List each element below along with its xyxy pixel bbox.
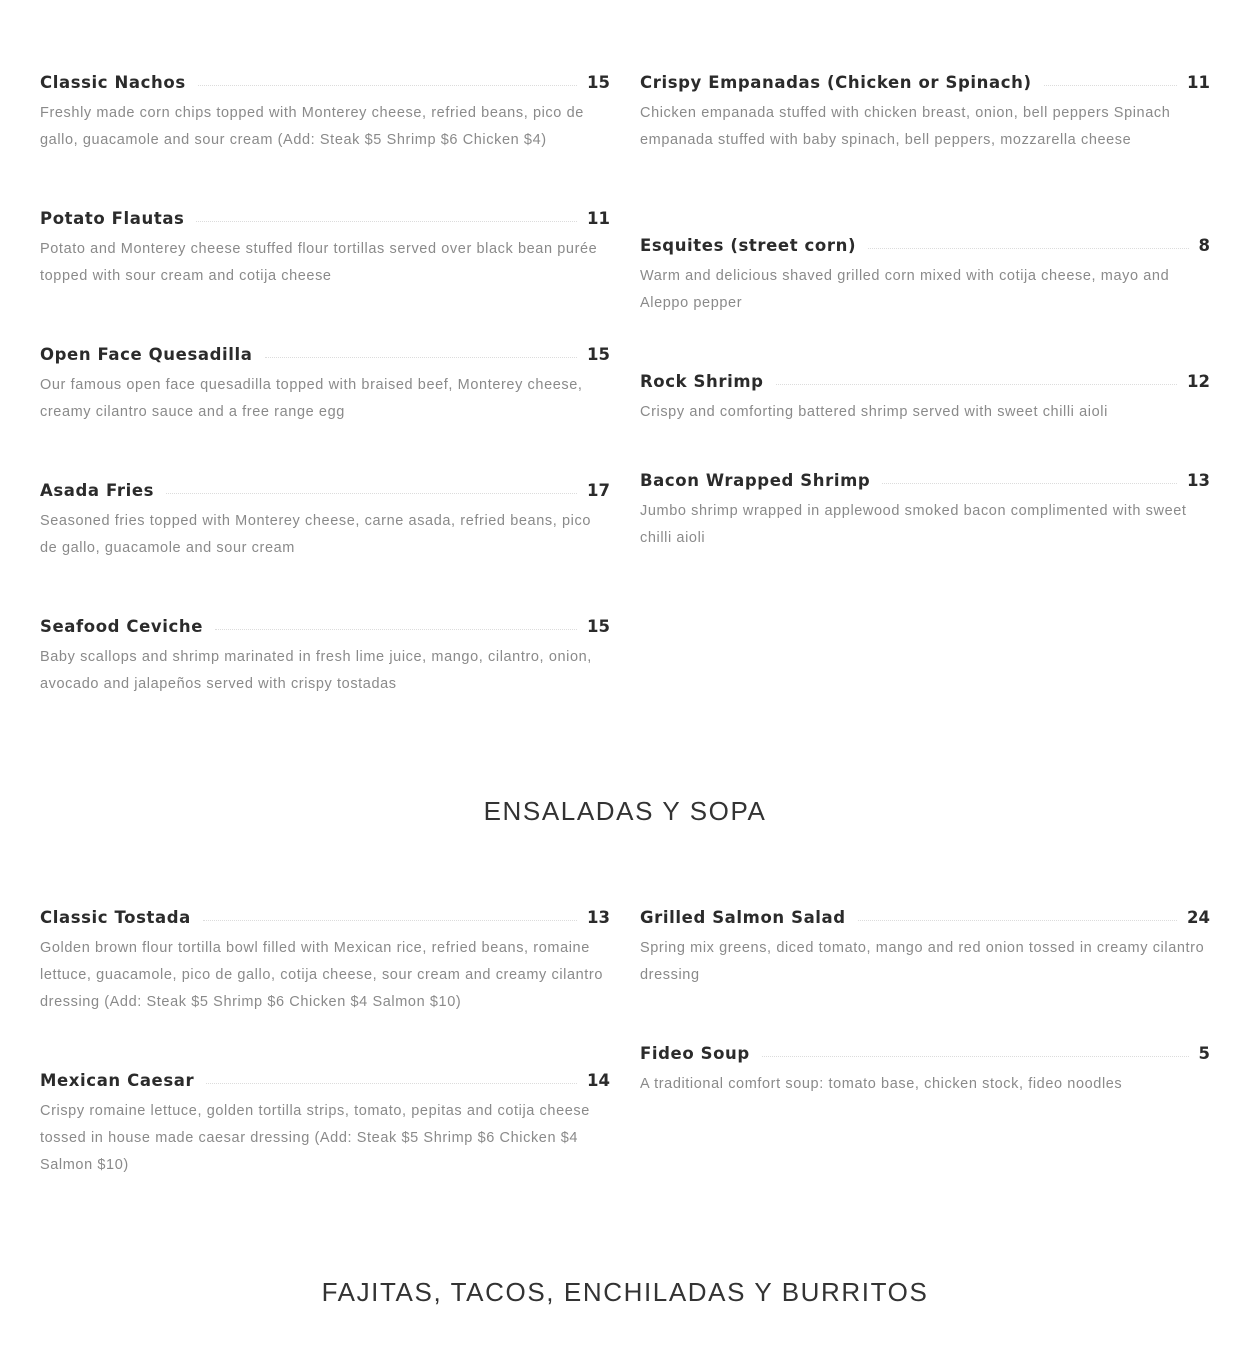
item-price: 24 <box>1187 908 1210 927</box>
item-description: Golden brown flour tortilla bowl filled with Mexican rice, refried beans, romaine lettuce, guacamole, pico de gallo, cotija cheese, sour cream and creamy cilantro dressing (Add: Steak $5 Shrimp $6 Chicken $4 Salmon $10) <box>40 940 604 1010</box>
menu-item-grilled-salmon-salad <box>640 903 1210 989</box>
item-price: 5 <box>1198 1044 1210 1063</box>
menu-item-classic-nachos <box>40 68 610 154</box>
item-price: 15 <box>587 617 610 636</box>
item-price: 17 <box>587 481 610 500</box>
item-price: 15 <box>587 345 610 364</box>
item-description: Freshly made corn chips topped with Monterey cheese, refried beans, pico de gallo, guacamole and sour cream (Add: Steak $5 Shrimp $6 Chicken $4) <box>40 105 584 148</box>
item-description: Crispy and comforting battered shrimp served with sweet chilli aioli <box>640 404 1108 420</box>
section-title-ensaladas: ENSALADAS Y SOPA <box>483 796 767 826</box>
item-name: Crispy Empanadas (Chicken or Spinach) <box>640 73 1032 92</box>
item-price: 14 <box>587 1071 610 1090</box>
item-name: Potato Flautas <box>40 209 185 228</box>
dot-leader <box>215 629 577 630</box>
menu-item-open-face-quesadilla <box>40 340 610 426</box>
item-price: 15 <box>587 73 610 92</box>
item-name: Fideo Soup <box>640 1044 750 1063</box>
menu-item-bacon-wrapped-shrimp <box>640 466 1210 552</box>
dot-leader <box>1044 85 1177 86</box>
item-name: Grilled Salmon Salad <box>640 908 846 927</box>
menu-item-seafood-ceviche <box>40 612 610 698</box>
item-name: Bacon Wrapped Shrimp <box>640 471 871 490</box>
dot-leader <box>196 221 577 222</box>
item-name: Esquites (street corn) <box>640 236 857 255</box>
item-description: Warm and delicious shaved grilled corn mixed with cotija cheese, mayo and Aleppo pepper <box>640 268 1170 311</box>
dot-leader <box>868 248 1188 249</box>
item-name: Mexican Caesar <box>40 1071 195 1090</box>
item-name: Classic Nachos <box>40 73 186 92</box>
item-price: 11 <box>587 209 610 228</box>
item-description: Baby scallops and shrimp marinated in fresh lime juice, mango, cilantro, onion, avocado and jalapeños served with crispy tostadas <box>40 649 592 692</box>
menu-item-potato-flautas <box>40 204 610 290</box>
item-price: 11 <box>1187 73 1210 92</box>
dot-leader <box>198 85 577 86</box>
menu-item-fideo-soup <box>640 1039 1210 1098</box>
dot-leader <box>762 1056 1189 1057</box>
item-name: Seafood Ceviche <box>40 617 204 636</box>
item-description: Spring mix greens, diced tomato, mango and red onion tossed in creamy cilantro dressing <box>640 940 1205 983</box>
dot-leader <box>203 920 577 921</box>
item-description: A traditional comfort soup: tomato base, chicken stock, fideo noodles <box>640 1076 1123 1092</box>
menu-item-crispy-empanadas <box>640 68 1210 154</box>
item-price: 13 <box>587 908 610 927</box>
item-description: Our famous open face quesadilla topped with braised beef, Monterey cheese, creamy cilantro sauce and a free range egg <box>40 377 583 420</box>
menu-item-asada-fries <box>40 476 610 562</box>
item-price: 13 <box>1187 471 1210 490</box>
item-name: Open Face Quesadilla <box>40 345 253 364</box>
item-description: Seasoned fries topped with Monterey cheese, carne asada, refried beans, pico de gallo, guacamole and sour cream <box>40 513 591 556</box>
menu-item-rock-shrimp <box>640 367 1210 426</box>
section-title-fajitas: FAJITAS, TACOS, ENCHILADAS Y BURRITOS <box>321 1277 929 1307</box>
item-price: 12 <box>1187 372 1210 391</box>
dot-leader <box>166 493 577 494</box>
item-name: Rock Shrimp <box>640 372 764 391</box>
item-description: Chicken empanada stuffed with chicken breast, onion, bell peppers Spinach empanada stuffed with baby spinach, bell peppers, mozzarella cheese <box>640 105 1171 148</box>
item-name: Classic Tostada <box>40 908 191 927</box>
dot-leader <box>882 483 1177 484</box>
menu-item-esquites <box>640 231 1210 317</box>
item-description: Jumbo shrimp wrapped in applewood smoked bacon complimented with sweet chilli aioli <box>640 503 1187 546</box>
item-description: Crispy romaine lettuce, golden tortilla strips, tomato, pepitas and cotija cheese tossed in house made caesar dressing (Add: Steak $5 Shrimp $6 Chicken $4 Salmon $10) <box>40 1103 590 1173</box>
item-price: 8 <box>1198 236 1210 255</box>
dot-leader <box>206 1083 577 1084</box>
item-name: Asada Fries <box>40 481 155 500</box>
menu-item-classic-tostada <box>40 903 610 1016</box>
dot-leader <box>776 384 1177 385</box>
dot-leader <box>858 920 1177 921</box>
dot-leader <box>265 357 578 358</box>
item-description: Potato and Monterey cheese stuffed flour tortillas served over black bean purée topped with sour cream and cotija cheese <box>40 241 598 284</box>
menu-item-mexican-caesar <box>40 1066 610 1179</box>
